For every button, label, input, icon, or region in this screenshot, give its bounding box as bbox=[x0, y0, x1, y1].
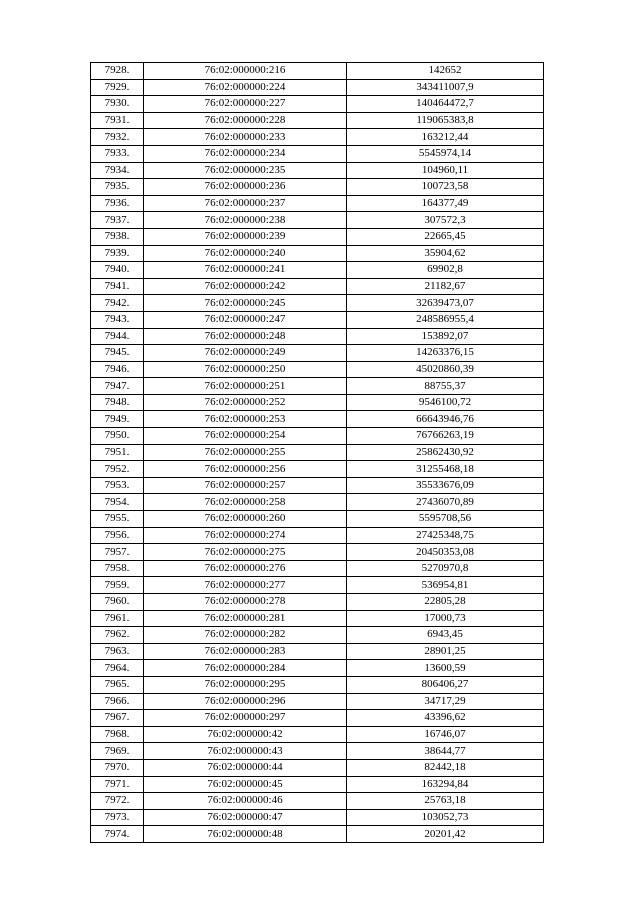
cadastral-number-cell: 76:02:000000:247 bbox=[144, 311, 347, 328]
table-row bbox=[91, 112, 544, 129]
cadastral-value-cell: 20201,42 bbox=[347, 826, 544, 843]
table-row bbox=[91, 179, 544, 196]
cadastral-value-cell: 45020860,39 bbox=[347, 361, 544, 378]
row-number-cell: 7946. bbox=[91, 361, 144, 378]
row-number-cell: 7963. bbox=[91, 643, 144, 660]
table-row bbox=[91, 345, 544, 362]
cadastral-number-cell: 76:02:000000:250 bbox=[144, 361, 347, 378]
table-row bbox=[91, 809, 544, 826]
table-row bbox=[91, 63, 544, 80]
cadastral-value-cell: 32639473,07 bbox=[347, 295, 544, 312]
cadastral-value-cell: 100723,58 bbox=[347, 179, 544, 196]
table-row bbox=[91, 245, 544, 262]
cadastral-value-cell: 13600,59 bbox=[347, 660, 544, 677]
row-number-cell: 7971. bbox=[91, 776, 144, 793]
table-row bbox=[91, 743, 544, 760]
row-number-cell: 7964. bbox=[91, 660, 144, 677]
cadastral-number-cell: 76:02:000000:260 bbox=[144, 511, 347, 528]
row-number-cell: 7942. bbox=[91, 295, 144, 312]
cadastral-number-cell: 76:02:000000:282 bbox=[144, 627, 347, 644]
cadastral-value-cell: 21182,67 bbox=[347, 278, 544, 295]
cadastral-number-cell: 76:02:000000:248 bbox=[144, 328, 347, 345]
cadastral-value-cell: 43396,62 bbox=[347, 710, 544, 727]
cadastral-value-cell: 5545974,14 bbox=[347, 145, 544, 162]
row-number-cell: 7929. bbox=[91, 79, 144, 96]
cadastral-value-cell: 16746,07 bbox=[347, 726, 544, 743]
cadastral-number-cell: 76:02:000000:257 bbox=[144, 477, 347, 494]
row-number-cell: 7967. bbox=[91, 710, 144, 727]
table-row bbox=[91, 726, 544, 743]
table-row bbox=[91, 361, 544, 378]
cadastral-number-cell: 76:02:000000:278 bbox=[144, 594, 347, 611]
cadastral-number-cell: 76:02:000000:239 bbox=[144, 228, 347, 245]
table-row bbox=[91, 477, 544, 494]
row-number-cell: 7948. bbox=[91, 394, 144, 411]
cadastral-number-cell: 76:02:000000:47 bbox=[144, 809, 347, 826]
cadastral-value-cell: 248586955,4 bbox=[347, 311, 544, 328]
cadastral-number-cell: 76:02:000000:228 bbox=[144, 112, 347, 129]
row-number-cell: 7970. bbox=[91, 759, 144, 776]
cadastral-value-cell: 38644,77 bbox=[347, 743, 544, 760]
row-number-cell: 7955. bbox=[91, 511, 144, 528]
cadastral-value-cell: 307572,3 bbox=[347, 212, 544, 229]
cadastral-value-cell: 28901,25 bbox=[347, 643, 544, 660]
table-row bbox=[91, 295, 544, 312]
cadastral-number-cell: 76:02:000000:240 bbox=[144, 245, 347, 262]
cadastral-value-cell: 34717,29 bbox=[347, 693, 544, 710]
cadastral-number-cell: 76:02:000000:45 bbox=[144, 776, 347, 793]
table-row bbox=[91, 262, 544, 279]
row-number-cell: 7974. bbox=[91, 826, 144, 843]
cadastral-number-cell: 76:02:000000:234 bbox=[144, 145, 347, 162]
row-number-cell: 7965. bbox=[91, 676, 144, 693]
cadastral-value-cell: 142652 bbox=[347, 63, 544, 80]
cadastral-number-cell: 76:02:000000:233 bbox=[144, 129, 347, 146]
table-row bbox=[91, 793, 544, 810]
table-body bbox=[91, 63, 544, 843]
table-row bbox=[91, 776, 544, 793]
row-number-cell: 7944. bbox=[91, 328, 144, 345]
row-number-cell: 7953. bbox=[91, 477, 144, 494]
row-number-cell: 7959. bbox=[91, 577, 144, 594]
row-number-cell: 7931. bbox=[91, 112, 144, 129]
cadastral-number-cell: 76:02:000000:249 bbox=[144, 345, 347, 362]
table-row bbox=[91, 594, 544, 611]
cadastral-value-cell: 153892,07 bbox=[347, 328, 544, 345]
cadastral-number-cell: 76:02:000000:252 bbox=[144, 394, 347, 411]
row-number-cell: 7928. bbox=[91, 63, 144, 80]
table-row bbox=[91, 826, 544, 843]
cadastral-value-cell: 25862430,92 bbox=[347, 444, 544, 461]
cadastral-number-cell: 76:02:000000:44 bbox=[144, 759, 347, 776]
table-row bbox=[91, 428, 544, 445]
cadastral-value-cell: 119065383,8 bbox=[347, 112, 544, 129]
cadastral-value-cell: 20450353,08 bbox=[347, 544, 544, 561]
cadastral-value-table bbox=[90, 62, 544, 843]
table-row bbox=[91, 511, 544, 528]
table-row bbox=[91, 627, 544, 644]
row-number-cell: 7930. bbox=[91, 96, 144, 113]
cadastral-value-cell: 31255468,18 bbox=[347, 461, 544, 478]
cadastral-number-cell: 76:02:000000:258 bbox=[144, 494, 347, 511]
row-number-cell: 7972. bbox=[91, 793, 144, 810]
cadastral-number-cell: 76:02:000000:283 bbox=[144, 643, 347, 660]
cadastral-value-cell: 103052,73 bbox=[347, 809, 544, 826]
cadastral-value-cell: 22665,45 bbox=[347, 228, 544, 245]
row-number-cell: 7939. bbox=[91, 245, 144, 262]
table-row bbox=[91, 643, 544, 660]
cadastral-number-cell: 76:02:000000:42 bbox=[144, 726, 347, 743]
row-number-cell: 7966. bbox=[91, 693, 144, 710]
row-number-cell: 7956. bbox=[91, 527, 144, 544]
table-row bbox=[91, 394, 544, 411]
cadastral-value-cell: 104960,11 bbox=[347, 162, 544, 179]
cadastral-number-cell: 76:02:000000:254 bbox=[144, 428, 347, 445]
cadastral-value-cell: 806406,27 bbox=[347, 676, 544, 693]
table-row bbox=[91, 710, 544, 727]
row-number-cell: 7951. bbox=[91, 444, 144, 461]
cadastral-value-cell: 5270970,8 bbox=[347, 560, 544, 577]
cadastral-number-cell: 76:02:000000:238 bbox=[144, 212, 347, 229]
cadastral-value-cell: 27425348,75 bbox=[347, 527, 544, 544]
table-row bbox=[91, 693, 544, 710]
cadastral-value-cell: 35533676,09 bbox=[347, 477, 544, 494]
row-number-cell: 7932. bbox=[91, 129, 144, 146]
row-number-cell: 7933. bbox=[91, 145, 144, 162]
row-number-cell: 7945. bbox=[91, 345, 144, 362]
cadastral-number-cell: 76:02:000000:296 bbox=[144, 693, 347, 710]
cadastral-number-cell: 76:02:000000:276 bbox=[144, 560, 347, 577]
table-row bbox=[91, 96, 544, 113]
cadastral-number-cell: 76:02:000000:46 bbox=[144, 793, 347, 810]
cadastral-number-cell: 76:02:000000:236 bbox=[144, 179, 347, 196]
table-row bbox=[91, 311, 544, 328]
cadastral-value-cell: 164377,49 bbox=[347, 195, 544, 212]
cadastral-value-cell: 163294,84 bbox=[347, 776, 544, 793]
row-number-cell: 7943. bbox=[91, 311, 144, 328]
row-number-cell: 7934. bbox=[91, 162, 144, 179]
table-row bbox=[91, 660, 544, 677]
table-row bbox=[91, 444, 544, 461]
table-row bbox=[91, 162, 544, 179]
cadastral-value-cell: 14263376,15 bbox=[347, 345, 544, 362]
table-row bbox=[91, 411, 544, 428]
table-row bbox=[91, 527, 544, 544]
cadastral-number-cell: 76:02:000000:245 bbox=[144, 295, 347, 312]
table-row bbox=[91, 145, 544, 162]
cadastral-number-cell: 76:02:000000:241 bbox=[144, 262, 347, 279]
cadastral-value-cell: 76766263,19 bbox=[347, 428, 544, 445]
cadastral-number-cell: 76:02:000000:251 bbox=[144, 378, 347, 395]
cadastral-number-cell: 76:02:000000:237 bbox=[144, 195, 347, 212]
row-number-cell: 7949. bbox=[91, 411, 144, 428]
row-number-cell: 7947. bbox=[91, 378, 144, 395]
table-row bbox=[91, 577, 544, 594]
table-row bbox=[91, 195, 544, 212]
cadastral-value-cell: 536954,81 bbox=[347, 577, 544, 594]
table-row bbox=[91, 328, 544, 345]
cadastral-number-cell: 76:02:000000:274 bbox=[144, 527, 347, 544]
table-row bbox=[91, 560, 544, 577]
table-row bbox=[91, 494, 544, 511]
table-row bbox=[91, 79, 544, 96]
cadastral-number-cell: 76:02:000000:281 bbox=[144, 610, 347, 627]
cadastral-value-cell: 5595708,56 bbox=[347, 511, 544, 528]
cadastral-number-cell: 76:02:000000:253 bbox=[144, 411, 347, 428]
row-number-cell: 7941. bbox=[91, 278, 144, 295]
table-row bbox=[91, 544, 544, 561]
cadastral-value-cell: 27436070,89 bbox=[347, 494, 544, 511]
cadastral-number-cell: 76:02:000000:284 bbox=[144, 660, 347, 677]
cadastral-number-cell: 76:02:000000:235 bbox=[144, 162, 347, 179]
cadastral-value-cell: 6943,45 bbox=[347, 627, 544, 644]
cadastral-number-cell: 76:02:000000:48 bbox=[144, 826, 347, 843]
cadastral-number-cell: 76:02:000000:295 bbox=[144, 676, 347, 693]
cadastral-number-cell: 76:02:000000:275 bbox=[144, 544, 347, 561]
cadastral-number-cell: 76:02:000000:43 bbox=[144, 743, 347, 760]
row-number-cell: 7968. bbox=[91, 726, 144, 743]
row-number-cell: 7940. bbox=[91, 262, 144, 279]
row-number-cell: 7954. bbox=[91, 494, 144, 511]
table-row bbox=[91, 676, 544, 693]
row-number-cell: 7958. bbox=[91, 560, 144, 577]
row-number-cell: 7973. bbox=[91, 809, 144, 826]
cadastral-value-cell: 66643946,76 bbox=[347, 411, 544, 428]
cadastral-number-cell: 76:02:000000:255 bbox=[144, 444, 347, 461]
cadastral-number-cell: 76:02:000000:227 bbox=[144, 96, 347, 113]
row-number-cell: 7938. bbox=[91, 228, 144, 245]
cadastral-number-cell: 76:02:000000:216 bbox=[144, 63, 347, 80]
cadastral-value-cell: 82442,18 bbox=[347, 759, 544, 776]
cadastral-number-cell: 76:02:000000:277 bbox=[144, 577, 347, 594]
row-number-cell: 7969. bbox=[91, 743, 144, 760]
table-row bbox=[91, 378, 544, 395]
cadastral-value-cell: 69902,8 bbox=[347, 262, 544, 279]
cadastral-number-cell: 76:02:000000:297 bbox=[144, 710, 347, 727]
cadastral-value-cell: 25763,18 bbox=[347, 793, 544, 810]
row-number-cell: 7961. bbox=[91, 610, 144, 627]
table-row bbox=[91, 228, 544, 245]
row-number-cell: 7950. bbox=[91, 428, 144, 445]
row-number-cell: 7952. bbox=[91, 461, 144, 478]
row-number-cell: 7960. bbox=[91, 594, 144, 611]
row-number-cell: 7962. bbox=[91, 627, 144, 644]
cadastral-number-cell: 76:02:000000:224 bbox=[144, 79, 347, 96]
cadastral-value-cell: 343411007,9 bbox=[347, 79, 544, 96]
table-row bbox=[91, 610, 544, 627]
cadastral-number-cell: 76:02:000000:242 bbox=[144, 278, 347, 295]
table-row bbox=[91, 212, 544, 229]
table-row bbox=[91, 278, 544, 295]
row-number-cell: 7936. bbox=[91, 195, 144, 212]
cadastral-value-cell: 17000,73 bbox=[347, 610, 544, 627]
row-number-cell: 7937. bbox=[91, 212, 144, 229]
cadastral-value-cell: 35904,62 bbox=[347, 245, 544, 262]
cadastral-value-cell: 22805,28 bbox=[347, 594, 544, 611]
cadastral-value-cell: 140464472,7 bbox=[347, 96, 544, 113]
row-number-cell: 7957. bbox=[91, 544, 144, 561]
table-row bbox=[91, 129, 544, 146]
table-row bbox=[91, 759, 544, 776]
cadastral-value-cell: 163212,44 bbox=[347, 129, 544, 146]
cadastral-number-cell: 76:02:000000:256 bbox=[144, 461, 347, 478]
table-row bbox=[91, 461, 544, 478]
row-number-cell: 7935. bbox=[91, 179, 144, 196]
cadastral-value-cell: 9546100,72 bbox=[347, 394, 544, 411]
cadastral-value-cell: 88755,37 bbox=[347, 378, 544, 395]
